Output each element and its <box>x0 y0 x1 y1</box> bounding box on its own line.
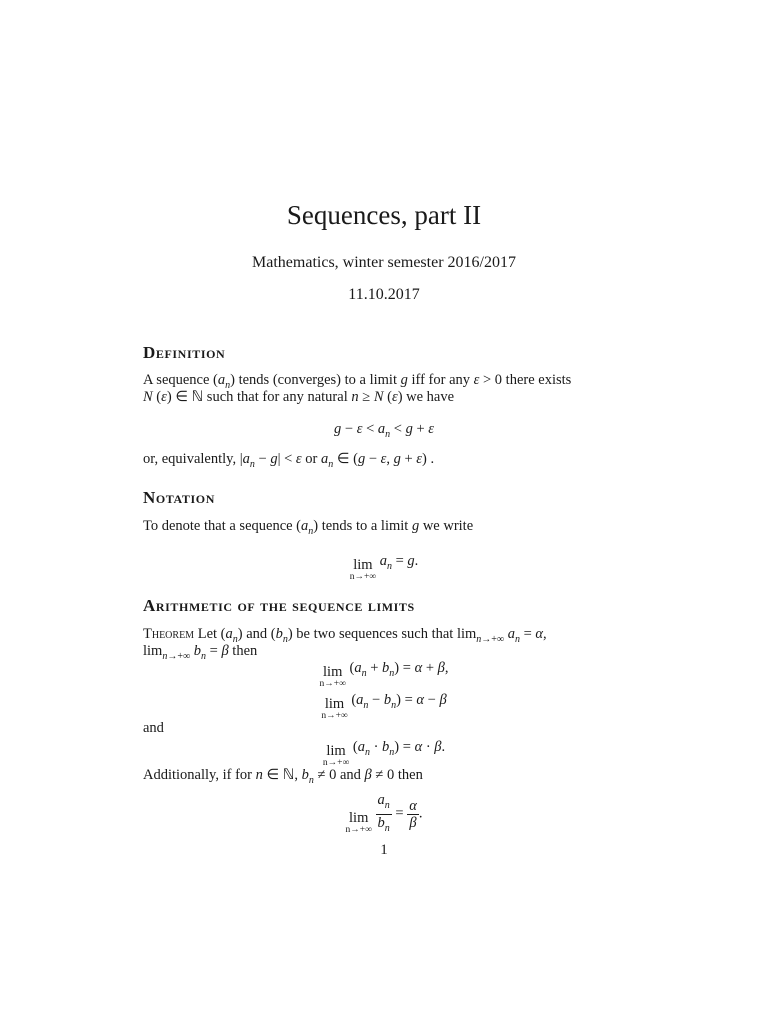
limit-difference: lim n→+∞ $(a_n - b_n) = \alpha - \beta$ <box>321 692 447 721</box>
definition-line-2: N (ε) ∈ ℕ such that for any natural n ≥ N (ε) we have <box>143 389 455 405</box>
page-subtitle: Mathematics, winter semester 2016/2017 <box>252 254 516 271</box>
section-heading-notation: Notation <box>143 488 215 507</box>
page-number: 1 <box>380 842 388 858</box>
limit-product: lim n→+∞ $(a_n \cdot b_n) = \alpha \cdot \beta$. <box>322 739 446 768</box>
page-title: Sequences, part II <box>286 200 482 230</box>
definition-equivalent: or, equivalently, $|a_n - g| < \varepsilon$ or $a_n$ ∈ (g − ε, g + ε) . <box>143 451 435 470</box>
theorem-line-2: $\lim_{n\to+\infty} b_n = \beta$ then <box>143 643 258 662</box>
limit-sum: lim n→+∞ $(a_n + b_n) = \alpha + \beta$, <box>319 660 449 689</box>
theorem-label: Theorem <box>143 626 195 642</box>
definition-line-1: A sequence $(a_n)$ tends (converges) to a limit g iff for any ε > 0 there exists <box>143 372 572 391</box>
and-word: and <box>143 720 164 736</box>
notation-limit: lim n→+∞ $a_n = g$. <box>349 553 419 582</box>
theorem-line-1: Theorem Let $(a_n)$ and $(b_n)$ be two sequences such that $\lim_{n\to+\infty} a_n = \alpha$, <box>143 626 547 645</box>
page-date: 11.10.2017 <box>348 286 420 303</box>
definition-inequality: $g - \varepsilon < a_n < g + \varepsilon$ <box>334 421 434 440</box>
notation-text: To denote that a sequence $(a_n)$ tends to a limit g we write <box>143 518 474 537</box>
limit-quotient: lim n→+∞ $\frac{a_n}{b_n}$ = $\frac{\alpha}{\beta}$ . <box>345 792 423 835</box>
additionally-line: Additionally, if for n ∈ ℕ, $b_n \ne 0$ and β ≠ 0 then <box>143 767 423 786</box>
section-heading-arithmetic: Arithmetic of the sequence limits <box>143 596 415 615</box>
section-heading-definition: Definition <box>143 343 226 362</box>
